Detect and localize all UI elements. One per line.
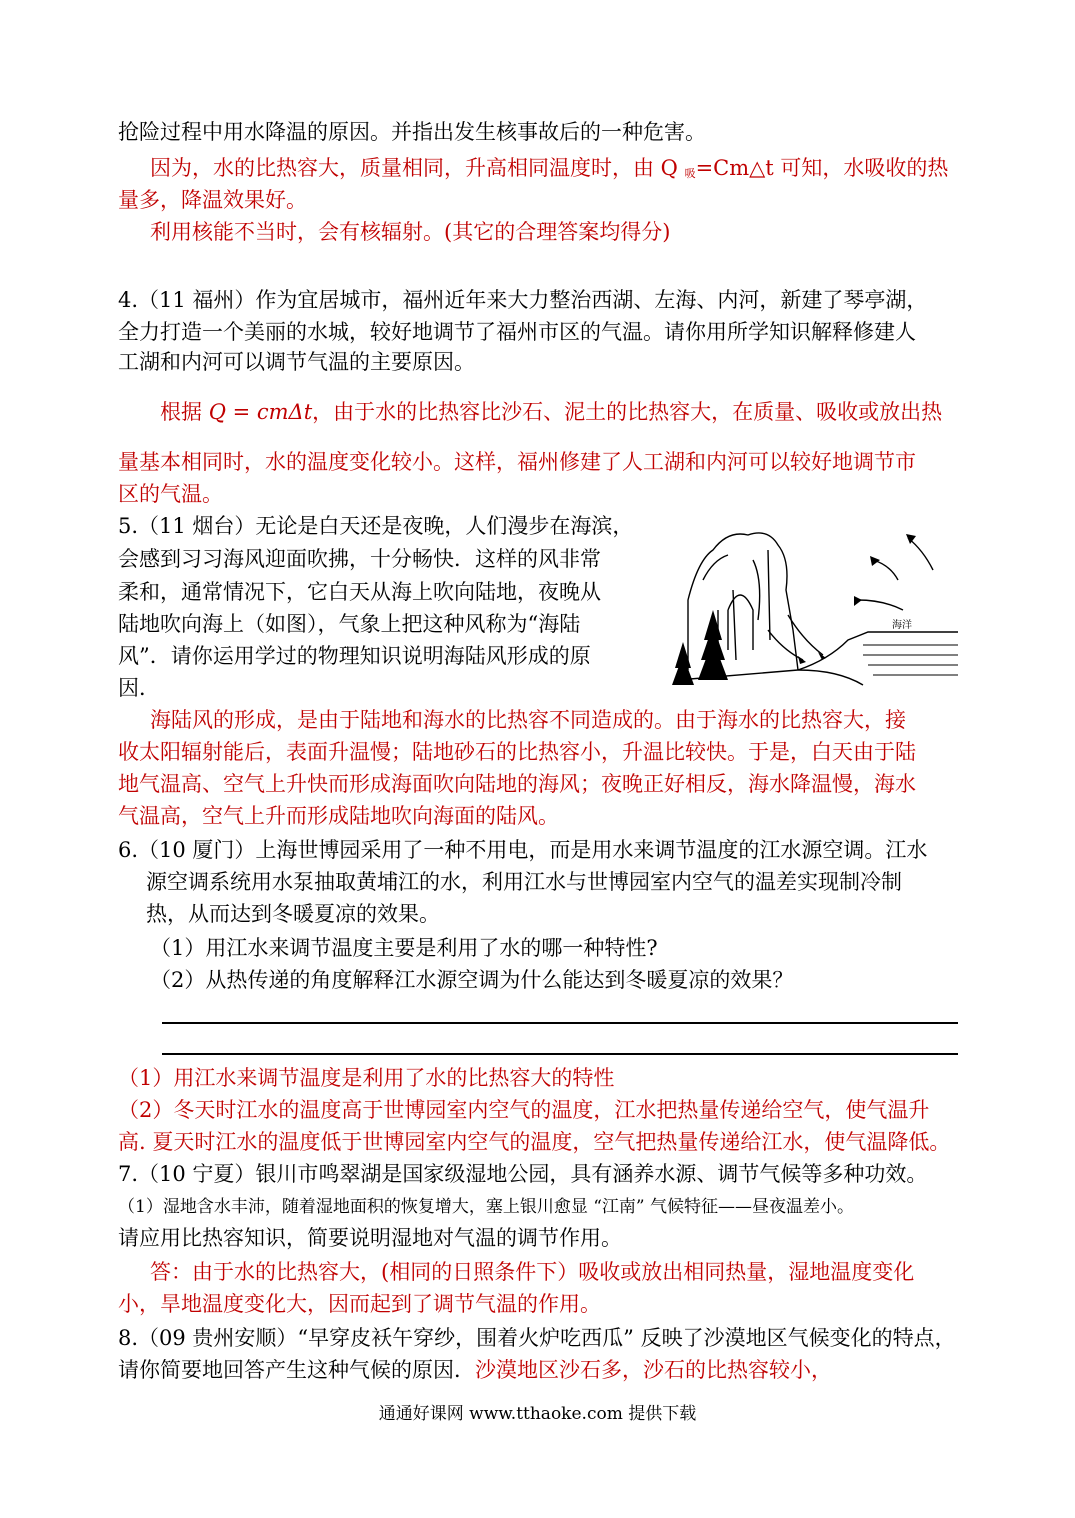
question-7-line: （1）湿地含水丰沛，随着湿地面积的恢复增大，塞上银川愈显 “江南” 气候特征——昼夜温差小。 bbox=[118, 1197, 855, 1217]
answer-5-line: 气温高，空气上升而形成陆地吹向海面的陆风。 bbox=[118, 804, 559, 828]
page-footer: 通通好课网 www.tthaoke.com 提供下载 bbox=[378, 1404, 697, 1424]
text-line: 抢险过程中用水降温的原因。并指出发生核事故后的一种危害。 bbox=[118, 120, 706, 144]
answer-text: ，由于水的比热容比沙石、泥土的比热容大，在质量、吸收或放出热 bbox=[312, 400, 943, 424]
figure-label: 海洋 bbox=[892, 620, 912, 631]
question-4-line: 4.（11 福州）作为宜居城市，福州近年来大力整治西湖、左海、内河，新建了琴亭湖， bbox=[118, 288, 928, 312]
formula: Q = cmΔt bbox=[208, 400, 313, 424]
question-6-line: 6.（10 厦门）上海世博园采用了一种不用电，而是用水来调节温度的江水源空调。江水 bbox=[118, 838, 928, 862]
question-4-line: 工湖和内河可以调节气温的主要原因。 bbox=[118, 350, 475, 374]
answer-text: =Cm△t 可知，水吸收的热 bbox=[695, 156, 949, 180]
answer-4-line: 区的气温。 bbox=[118, 482, 223, 506]
question-text: 请你简要地回答产生这种气候的原因． bbox=[118, 1358, 475, 1382]
answer-5-line: 海陆风的形成，是由于陆地和海水的比热容不同造成的。由于海水的比热容大，接 bbox=[150, 708, 906, 732]
question-6-line: 热，从而达到冬暖夏凉的效果。 bbox=[146, 902, 440, 926]
question-4-line: 全力打造一个美丽的水城，较好地调节了福州市区的气温。请你用所学知识解释修建人 bbox=[118, 320, 916, 344]
question-5-line: 因． bbox=[118, 676, 160, 700]
answer-line: 利用核能不当时，会有核辐射。(其它的合理答案均得分) bbox=[150, 220, 671, 244]
answer-4-line: 量基本相同时，水的温度变化较小。这样，福州修建了人工湖和内河可以较好地调节市 bbox=[118, 450, 916, 474]
question-5-line: 风”．请你运用学过的物理知识说明海陆风形成的原 bbox=[118, 644, 591, 668]
question-8-line: 8.（09 贵州安顺）“早穿皮袄午穿纱，围着火炉吃西瓜” 反映了沙漠地区气候变化的特点， bbox=[118, 1326, 956, 1350]
question-5-line: 5.（11 烟台）无论是白天还是夜晚，人们漫步在海滨， bbox=[118, 514, 634, 538]
question-7-line: 7.（10 宁夏）银川市鸣翠湖是国家级湿地公园，具有涵养水源、调节气候等多种功效。 bbox=[118, 1162, 928, 1186]
question-8-line bbox=[118, 1354, 958, 1386]
answer-5-line: 收太阳辐射能后，表面升温慢；陆地砂石的比热容小，升温比较快。于是，白天由于陆 bbox=[118, 740, 916, 764]
sea-land-breeze-figure bbox=[658, 520, 958, 690]
answer-7-line: 答：由于水的比热容大，(相同的日照条件下）吸收或放出相同热量，湿地温度变化 bbox=[150, 1260, 915, 1284]
answer-6-line: （1）用江水来调节温度是利用了水的比热容大的特性 bbox=[118, 1066, 615, 1090]
answer-5-line: 地气温高、空气上升快而形成海面吹向陆地的海风；夜晚正好相反，海水降温慢，海水 bbox=[118, 772, 916, 796]
answer-4-line bbox=[160, 396, 1000, 428]
question-5-line: 会感到习习海风迎面吹拂，十分畅快．这样的风非常 bbox=[118, 547, 601, 571]
question-6-line: 源空调系统用水泵抽取黄埔江的水，利用江水与世博园室内空气的温差实现制冷制 bbox=[146, 870, 902, 894]
question-6-line: （1）用江水来调节温度主要是利用了水的哪一种特性? bbox=[150, 936, 658, 960]
answer-line: 量多，降温效果好。 bbox=[118, 188, 307, 212]
answer-blank-line bbox=[162, 1053, 958, 1055]
answer-7-line: 小，旱地温度变化大，因而起到了调节气温的作用。 bbox=[118, 1292, 601, 1316]
answer-text: 因为，水的比热容大，质量相同，升高相同温度时，由 Q bbox=[150, 156, 685, 180]
answer-6-line: （2）冬天时江水的温度高于世博园室内空气的温度，江水把热量传递给空气，使气温升 bbox=[118, 1098, 930, 1122]
question-5-line: 柔和，通常情况下，它白天从海上吹向陆地，夜晚从 bbox=[118, 580, 601, 604]
question-7-line: 请应用比热容知识，简要说明湿地对气温的调节作用。 bbox=[118, 1226, 622, 1250]
answer-8-text: 沙漠地区沙石多，沙石的比热容较小， bbox=[475, 1358, 832, 1382]
subscript: 吸 bbox=[684, 167, 696, 180]
question-5-line: 陆地吹向海上（如图），气象上把这种风称为“海陆 bbox=[118, 612, 581, 636]
answer-text: 根据 bbox=[160, 400, 209, 424]
answer-blank-line bbox=[162, 1022, 958, 1024]
question-6-line: （2）从热传递的角度解释江水源空调为什么能达到冬暖夏凉的效果？ bbox=[150, 968, 794, 992]
answer-6-line: 高. 夏天时江水的温度低于世博园室内空气的温度，空气把热量传递给江水，使气温降低。 bbox=[118, 1130, 951, 1154]
